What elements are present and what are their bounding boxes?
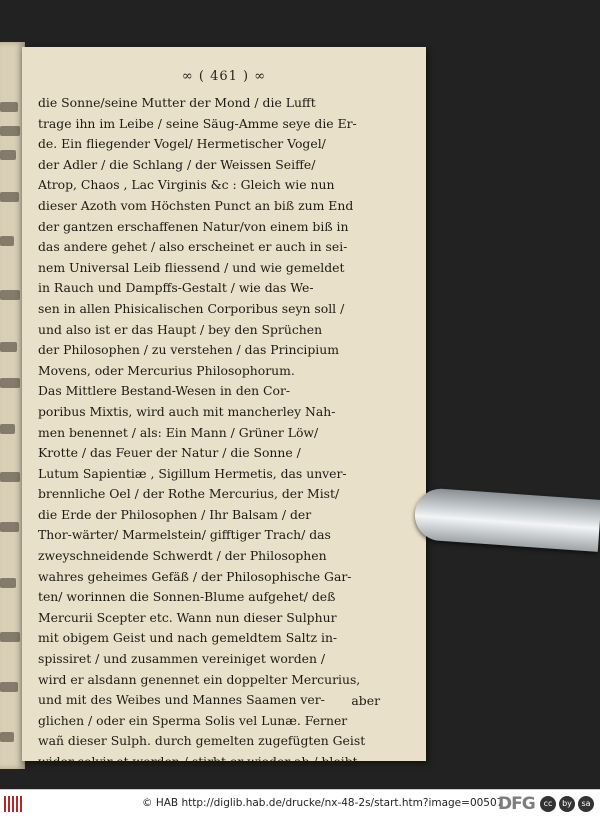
footer-bar (0, 789, 600, 818)
book-page (22, 47, 426, 769)
text-line: brennliche Oel / der Rothe Mercurius, der Mist/ (38, 486, 340, 502)
text-line: dieser Azoth vom Höchsten Punct an biß zum End (38, 197, 354, 213)
text-line: poribus Mixtis, wird auch mit mancherley Nah- (38, 403, 336, 419)
text-line: in Rauch und Dampffs-Gestalt / wie das We- (38, 280, 314, 296)
page-number-header: ∞ ( 461 ) ∞ (181, 69, 267, 84)
page-text-block (38, 93, 378, 773)
text-line: spissiret / und zusammen vereiniget worden / (38, 651, 326, 667)
text-line: wañ dieser Sulph. durch gemelten zugefügten Geist (38, 733, 366, 749)
cc-by-icon: by (559, 796, 575, 812)
text-line: der Adler / die Schlang / der Weissen Seiffe/ (38, 156, 316, 172)
cc-sa-icon: sa (578, 796, 594, 812)
text-line: Das Mittlere Bestand-Wesen in den Cor- (38, 383, 291, 399)
footer-credit[interactable]: © HAB http://diglib.hab.de/drucke/nx-48-2s/start.htm?image=00507 (142, 797, 504, 809)
text-line: Lutum Sapientiæ , Sigillum Hermetis, das unver- (38, 465, 347, 481)
text-line: wahres geheimes Gefäß / der Philosophische Gar- (38, 568, 352, 584)
text-line: die Sonne/seine Mutter der Mond / die Lufft (38, 95, 316, 110)
library-logo-icon (4, 796, 22, 812)
text-line: und also ist er das Haupt / bey den Sprüchen (38, 321, 323, 337)
text-line: der Philosophen / zu verstehen / das Principium (38, 342, 339, 358)
text-line: und mit des Weibes und Mannes Saamen ver- (38, 692, 325, 708)
text-line: wider solvir et worden / stirbt er wieder ab / bleibt (38, 754, 358, 769)
text-line: mit obigem Geist und nach gemeldtem Saltz in- (38, 630, 338, 646)
text-line: Mercurii Scepter etc. Wann nun dieser Sulphur (38, 609, 337, 625)
text-line: nem Universal Leib fliessend / und wie gemeldet (38, 259, 345, 275)
text-line: wird er alsdann genennet ein doppelter Mercurius, (38, 671, 361, 687)
text-line: der gantzen erschaffenen Natur/von einem biß in (38, 218, 349, 234)
catchword: aber (351, 693, 380, 708)
text-line: sen in allen Phisicalischen Corporibus seyn soll / (38, 300, 345, 316)
text-line: Krotte / das Feuer der Natur / die Sonne / (38, 445, 301, 461)
dfg-logo: DFG (498, 794, 535, 814)
text-line: de. Ein fliegender Vogel/ Hermetischer Vogel/ (38, 136, 326, 152)
text-line: trage ihn im Leibe / seine Säug-Amme seye die Er- (38, 115, 357, 131)
text-line: ten/ worinnen die Sonnen-Blume aufgehet/ deß (38, 589, 336, 605)
text-line: das andere gehet / also erscheinet er auch in sei- (38, 239, 348, 255)
text-line: men benennet / als: Ein Mann / Grüner Löw/ (38, 424, 319, 440)
text-line: die Erde der Philosophen / Ihr Balsam / der (38, 506, 312, 522)
text-line: Movens, oder Mercurius Philosophorum. (38, 362, 295, 378)
text-line: zweyschneidende Schwerdt / der Philosophen (38, 548, 327, 564)
text-line: Atrop, Chaos , Lac Virginis &c : Gleich wie nun (38, 177, 335, 193)
text-line: Thor-wärter/ Marmelstein/ gifftiger Trach/ das (38, 527, 331, 543)
cc-license-icon: cc (540, 796, 556, 812)
text-line: glichen / oder ein Sperma Solis vel Lunæ. Ferner (38, 712, 348, 728)
